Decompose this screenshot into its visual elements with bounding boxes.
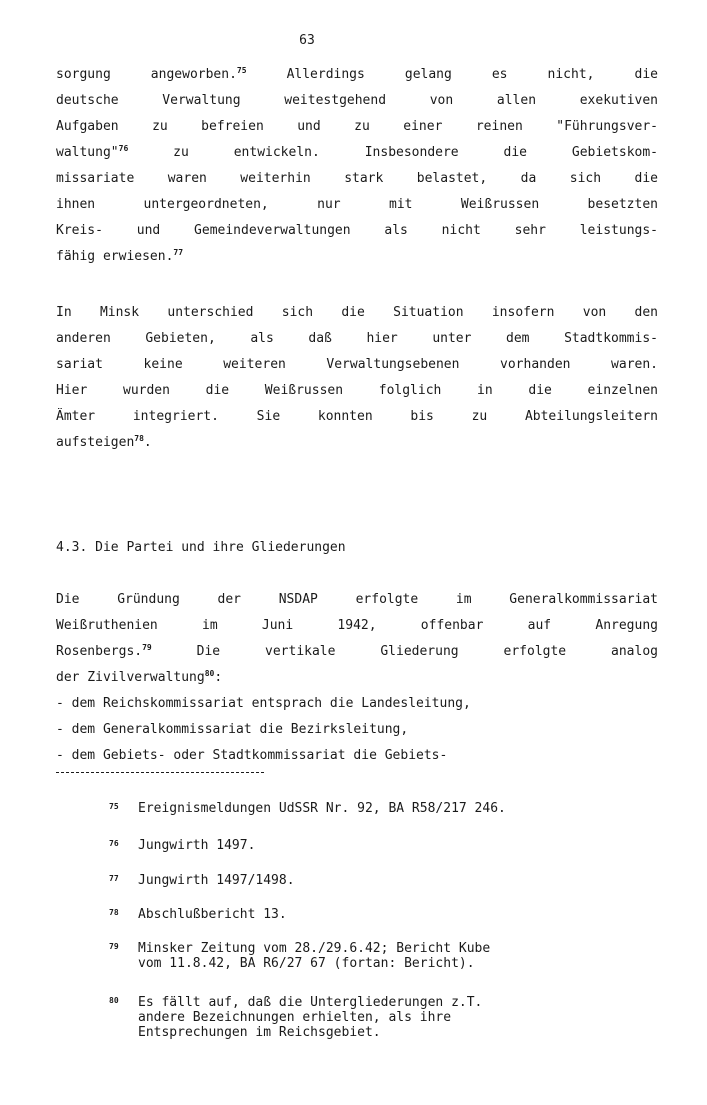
footnote-text: Jungwirth 1497. <box>138 838 256 853</box>
line-text: fähig erwiesen. <box>56 249 174 264</box>
line-text: - dem Gebiets- oder Stadtkommissariat die Gebiets- <box>56 748 448 763</box>
line-text: - dem Reichskommissariat entsprach die Landesleitung, <box>56 696 471 711</box>
footnote-text: Ereignismeldungen UdSSR Nr. 92, BA R58/217 246. <box>138 801 506 816</box>
line-text-after: : <box>214 670 223 685</box>
text-line <box>56 747 658 765</box>
line-text: aufsteigen <box>56 435 135 450</box>
footnote-separator <box>56 772 264 773</box>
footnote-number: 80 <box>109 996 119 1005</box>
footnote-number: 77 <box>109 874 119 883</box>
text-line <box>56 170 658 188</box>
line-text: - dem Generalkommissariat die Bezirksleitung, <box>56 722 409 737</box>
section-heading: 4.3. Die Partei und ihre Gliederungen <box>56 540 346 555</box>
footnote-reference: 75 <box>236 66 247 75</box>
line-text: missariate waren weiterhin stark belastet, da sich die <box>56 171 658 186</box>
line-text: Aufgaben zu befreien und zu einer reinen "Führungsver- <box>56 119 658 134</box>
text-line <box>56 695 658 713</box>
line-text: Kreis- und Gemeindeverwaltungen als nicht sehr leistungs- <box>56 223 658 238</box>
line-text: Die Gründung der NSDAP erfolgte im Generalkommissariat <box>56 592 658 607</box>
line-text-after: . <box>143 435 152 450</box>
line-text: deutsche Verwaltung weitestgehend von allen exekutiven <box>56 93 658 108</box>
line-text: Ämter integriert. Sie konnten bis zu Abteilungsleitern <box>56 409 658 424</box>
text-line <box>56 591 658 609</box>
line-text: ihnen untergeordneten, nur mit Weißrussen besetzten <box>56 197 658 212</box>
footnote-number: 75 <box>109 802 119 811</box>
text-line <box>56 196 658 214</box>
footnote-text: vom 11.8.42, BA R6/27 67 (fortan: Bericht). <box>138 956 475 971</box>
footnote-reference: 76 <box>118 144 129 153</box>
text-line <box>56 408 658 426</box>
footnote-text: Abschlußbericht 13. <box>138 907 287 922</box>
footnote-reference: 80 <box>204 669 215 678</box>
footnote-text: Entsprechungen im Reichsgebiet. <box>138 1025 381 1040</box>
text-line <box>56 721 658 739</box>
line-text-after: zu entwickeln. Insbesondere die Gebietskom- <box>128 145 658 160</box>
text-line <box>56 643 658 661</box>
text-line <box>56 304 658 322</box>
text-line <box>56 434 658 452</box>
text-line <box>56 356 658 374</box>
line-text: anderen Gebieten, als daß hier unter dem Stadtkommis- <box>56 331 658 346</box>
text-line <box>56 222 658 240</box>
footnote-number: 79 <box>109 942 119 951</box>
footnote-number: 78 <box>109 908 119 917</box>
line-text: Weißruthenien im Juni 1942, offenbar auf Anregung <box>56 618 658 633</box>
footnote-reference: 78 <box>134 434 144 443</box>
line-text: Hier wurden die Weißrussen folglich in die einzelnen <box>56 383 658 398</box>
line-text-after: Die vertikale Gliederung erfolgte analog <box>151 644 658 659</box>
line-text-after: Allerdings gelang es nicht, die <box>246 67 658 82</box>
line-text: sariat keine weiteren Verwaltungsebenen vorhanden waren. <box>56 357 658 372</box>
text-line <box>56 144 658 162</box>
footnote-text: Minsker Zeitung vom 28./29.6.42; Bericht Kube <box>138 941 491 956</box>
line-text: der Zivilverwaltung <box>56 670 205 685</box>
footnote-number: 76 <box>109 839 119 848</box>
page-number: 63 <box>299 33 315 48</box>
text-line <box>56 382 658 400</box>
text-line <box>56 617 658 635</box>
text-line <box>56 66 658 84</box>
line-text: sorgung angeworben. <box>56 67 237 82</box>
line-text: In Minsk unterschied sich die Situation insofern von den <box>56 305 658 320</box>
line-text: waltung" <box>56 145 119 160</box>
footnote-text: andere Bezeichnungen erhielten, als ihre <box>138 1010 452 1025</box>
text-line <box>56 118 658 136</box>
line-text: Rosenbergs. <box>56 644 143 659</box>
text-line <box>56 248 658 266</box>
footnote-text: Es fällt auf, daß die Untergliederungen z.T. <box>138 995 483 1010</box>
text-line <box>56 92 658 110</box>
footnote-text: Jungwirth 1497/1498. <box>138 873 295 888</box>
text-line <box>56 669 658 687</box>
footnote-reference: 79 <box>142 643 152 652</box>
text-line <box>56 330 658 348</box>
footnote-reference: 77 <box>173 248 184 257</box>
